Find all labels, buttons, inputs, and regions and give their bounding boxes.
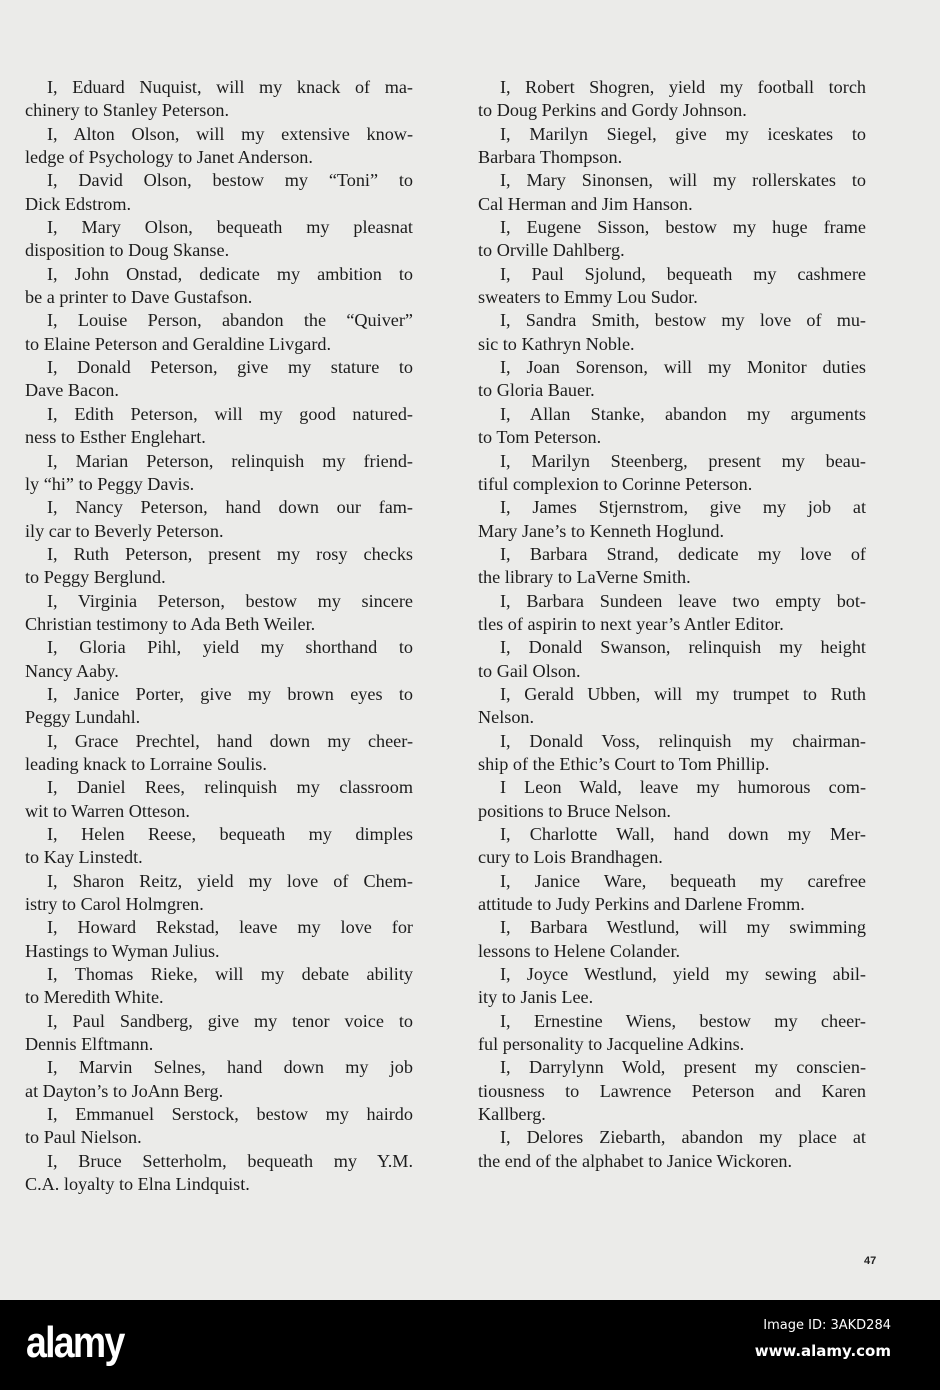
bequest-entry <box>25 496 413 543</box>
bequest-entry <box>25 403 413 450</box>
entry-line: I, Allan Stanke, abandon my arguments <box>500 403 866 424</box>
entry-line: I, Nancy Peterson, hand down our fam- <box>47 497 413 518</box>
bequest-entry <box>25 356 413 403</box>
entry-line: I, Helen Reese, bequeath my dimples <box>47 824 413 844</box>
entry-line: I, Delores Ziebarth, abandon my place at <box>500 1127 866 1148</box>
bequest-entry <box>25 683 413 730</box>
entry-line: I, Marvin Selnes, hand down my job <box>47 1057 413 1078</box>
entry-line: Dick Edstrom. <box>25 193 132 214</box>
entry-line: to Paul Nielson. <box>25 1127 142 1148</box>
entry-line: at Dayton’s to JoAnn Berg. <box>25 1080 224 1101</box>
entry-line: to Gloria Bauer. <box>478 380 595 401</box>
entry-line: Peggy Lundahl. <box>25 707 141 728</box>
bequest-entry <box>478 823 866 870</box>
entry-line: ful personality to Jacqueline Adkins. <box>478 1034 745 1055</box>
entry-line: Kallberg. <box>478 1104 546 1125</box>
entry-line: C.A. loyalty to Elna Lindquist. <box>25 1174 250 1195</box>
entry-line: to Gail Olson. <box>478 660 581 681</box>
entry-line: Barbara Thompson. <box>478 147 623 168</box>
bequest-entry <box>478 216 866 263</box>
bequest-entry <box>478 683 866 730</box>
entry-line: chinery to Stanley Peterson. <box>25 100 230 121</box>
entry-line: I Leon Wald, leave my humorous com- <box>500 777 866 798</box>
entry-line: I, Barbara Strand, dedicate my love of <box>500 543 866 564</box>
entry-line: to Doug Perkins and Gordy Johnson. <box>478 100 747 121</box>
bequest-entry <box>478 76 866 123</box>
alamy-logo: alamy <box>26 1318 124 1367</box>
entry-line: I, Janice Porter, give my brown eyes to <box>47 683 413 704</box>
entry-line: Nancy Aaby. <box>25 660 119 681</box>
bequest-entry <box>25 776 413 823</box>
bequest-entry <box>25 169 413 216</box>
entry-line: to Kay Linstedt. <box>25 847 143 868</box>
entry-line: be a printer to Dave Gustafson. <box>25 287 253 308</box>
bequest-entry <box>25 450 413 497</box>
entry-line: ledge of Psychology to Janet Anderson. <box>25 147 313 168</box>
bequest-entry <box>478 309 866 356</box>
entry-line: to Tom Peterson. <box>478 427 602 448</box>
bequest-entry <box>478 496 866 543</box>
entry-line: ity to Janis Lee. <box>478 987 594 1008</box>
bequest-entry <box>25 216 413 263</box>
entry-line: I, Donald Swanson, relinquish my height <box>500 637 866 658</box>
entry-line: disposition to Doug Skanse. <box>25 240 230 261</box>
entry-line: wit to Warren Otteson. <box>25 800 190 821</box>
entry-line: I, Janice Ware, bequeath my carefree <box>500 870 866 891</box>
bequest-entry <box>478 730 866 777</box>
right-column <box>478 76 866 1173</box>
bequest-entry <box>478 263 866 310</box>
entry-line: Dave Bacon. <box>25 380 119 401</box>
entry-line: I, Barbara Westlund, will my swimming <box>500 917 866 938</box>
entry-line: I, John Onstad, dedicate my ambition to <box>47 263 413 284</box>
entry-line: tles of aspirin to next year’s Antler Editor. <box>478 613 784 634</box>
entry-line: I, Daniel Rees, relinquish my classroom <box>47 777 413 798</box>
entry-line: I, Ernestine Wiens, bestow my cheer- <box>500 1010 866 1031</box>
bequest-entry <box>478 776 866 823</box>
entry-line: I, Marian Peterson, relinquish my friend- <box>47 450 413 471</box>
bequest-entry <box>478 916 866 963</box>
left-column <box>25 76 413 1197</box>
bequest-entry <box>478 963 866 1010</box>
entry-line: I, Paul Sandberg, give my tenor voice to <box>47 1010 413 1031</box>
entry-line: Nelson. <box>478 707 535 728</box>
entry-line: tiful complexion to Corinne Peterson. <box>478 473 753 494</box>
bequest-entry <box>478 123 866 170</box>
entry-line: ily car to Beverly Peterson. <box>25 520 224 541</box>
entry-line: I, Mary Olson, bequeath my pleasnat <box>47 217 413 238</box>
entry-line: I, Alton Olson, will my extensive know- <box>47 123 413 144</box>
entry-line: ship of the Ethic’s Court to Tom Phillip. <box>478 753 770 774</box>
entry-line: Christian testimony to Ada Beth Weiler. <box>25 613 316 634</box>
bequest-entry <box>25 963 413 1010</box>
bequest-entry <box>478 636 866 683</box>
bequest-entry <box>25 1150 413 1197</box>
bequest-entry <box>25 1056 413 1103</box>
entry-line: I, Charlotte Wall, hand down my Mer- <box>500 824 866 844</box>
bequest-entry <box>25 730 413 777</box>
bequest-entry <box>25 1010 413 1057</box>
entry-line: I, Paul Sjolund, bequeath my cashmere <box>500 263 866 284</box>
entry-line: I, Gerald Ubben, will my trumpet to Ruth <box>500 683 866 704</box>
entry-line: I, Howard Rekstad, leave my love for <box>47 917 413 938</box>
bequest-entry <box>25 123 413 170</box>
bequest-entry <box>25 309 413 356</box>
entry-line: the end of the alphabet to Janice Wickoren. <box>478 1150 793 1171</box>
entry-line: Hastings to Wyman Julius. <box>25 940 220 961</box>
entry-line: I, Edith Peterson, will my good natured- <box>47 403 413 424</box>
entry-line: attitude to Judy Perkins and Darlene Fromm. <box>478 894 805 915</box>
entry-line: cury to Lois Brandhagen. <box>478 847 663 868</box>
entry-line: to Peggy Berglund. <box>25 567 166 588</box>
entry-line: I, Virginia Peterson, bestow my sincere <box>47 590 413 611</box>
entry-line: I, Darrylynn Wold, present my conscien- <box>500 1057 866 1078</box>
entry-line: Mary Jane’s to Kenneth Hoglund. <box>478 520 724 541</box>
bequest-entry <box>478 1056 866 1126</box>
entry-line: I, David Olson, bestow my “Toni” to <box>47 170 413 191</box>
entry-line: istry to Carol Holmgren. <box>25 894 204 915</box>
bequest-entry <box>478 870 866 917</box>
entry-line: I, Barbara Sundeen leave two empty bot- <box>500 590 866 611</box>
entry-line: I, Joyce Westlund, yield my sewing abil- <box>500 964 866 985</box>
entry-line: I, Marilyn Siegel, give my iceskates to <box>500 123 866 144</box>
entry-line: I, Marilyn Steenberg, present my beau- <box>500 450 866 471</box>
bequest-entry <box>478 543 866 590</box>
entry-line: I, James Stjernstrom, give my job at <box>500 497 866 518</box>
bequest-entry <box>478 1126 866 1173</box>
entry-line: I, Donald Peterson, give my stature to <box>47 357 413 378</box>
entry-line: to Orville Dahlberg. <box>478 240 625 261</box>
entry-line: lessons to Helene Colander. <box>478 940 681 961</box>
entry-line: I, Eugene Sisson, bestow my huge frame <box>500 217 866 238</box>
bequest-entry <box>478 450 866 497</box>
bequest-entry <box>25 1103 413 1150</box>
entry-line: I, Ruth Peterson, present my rosy checks <box>47 543 413 564</box>
entry-line: tiousness to Lawrence Peterson and Karen <box>478 1080 866 1101</box>
bequest-entry <box>478 1010 866 1057</box>
bequest-entry <box>25 590 413 637</box>
entry-line: sic to Kathryn Noble. <box>478 333 635 354</box>
entry-line: I, Sandra Smith, bestow my love of mu- <box>500 310 866 331</box>
entry-line: Cal Herman and Jim Hanson. <box>478 193 693 214</box>
entry-line: I, Louise Person, abandon the “Quiver” <box>47 310 413 331</box>
entry-line: the library to LaVerne Smith. <box>478 567 691 588</box>
entry-line: to Elaine Peterson and Geraldine Livgard. <box>25 333 332 354</box>
bequest-entry <box>478 403 866 450</box>
entry-line: I, Donald Voss, relinquish my chairman- <box>500 730 866 751</box>
entry-line: sweaters to Emmy Lou Sudor. <box>478 287 698 308</box>
page-number: 47 <box>864 1255 877 1267</box>
entry-line: ness to Esther Englehart. <box>25 427 206 448</box>
watermark-bar <box>0 1300 940 1390</box>
entry-line: leading knack to Lorraine Soulis. <box>25 753 267 774</box>
entry-line: ly “hi” to Peggy Davis. <box>25 473 195 494</box>
site-url: www.alamy.com <box>754 1342 891 1360</box>
bequest-entry <box>25 823 413 870</box>
bequest-entry <box>25 636 413 683</box>
entry-line: I, Robert Shogren, yield my football torch <box>500 77 866 97</box>
bequest-entry <box>25 263 413 310</box>
entry-line: I, Grace Prechtel, hand down my cheer- <box>47 730 413 751</box>
entry-line: I, Joan Sorenson, will my Monitor duties <box>500 357 866 378</box>
entry-line: positions to Bruce Nelson. <box>478 800 671 821</box>
entry-line: I, Mary Sinonsen, will my rollerskates to <box>500 170 866 191</box>
bequest-entry <box>478 356 866 403</box>
entry-line: I, Eduard Nuquist, will my knack of ma- <box>47 77 413 97</box>
bequest-entry <box>25 916 413 963</box>
bequest-entry <box>478 169 866 216</box>
bequest-entry <box>478 590 866 637</box>
entry-line: to Meredith White. <box>25 987 164 1008</box>
entry-line: I, Emmanuel Serstock, bestow my hairdo <box>47 1104 413 1125</box>
entry-line: I, Sharon Reitz, yield my love of Chem- <box>47 870 413 891</box>
entry-line: I, Bruce Setterholm, bequeath my Y.M. <box>47 1150 413 1171</box>
image-id: Image ID: 3AKD284 <box>763 1318 891 1333</box>
entry-line: Dennis Elftmann. <box>25 1034 154 1055</box>
bequest-entry <box>25 870 413 917</box>
bequest-entry <box>25 76 413 123</box>
entry-line: I, Gloria Pihl, yield my shorthand to <box>47 637 413 658</box>
entry-line: I, Thomas Rieke, will my debate ability <box>47 964 413 985</box>
bequest-entry <box>25 543 413 590</box>
